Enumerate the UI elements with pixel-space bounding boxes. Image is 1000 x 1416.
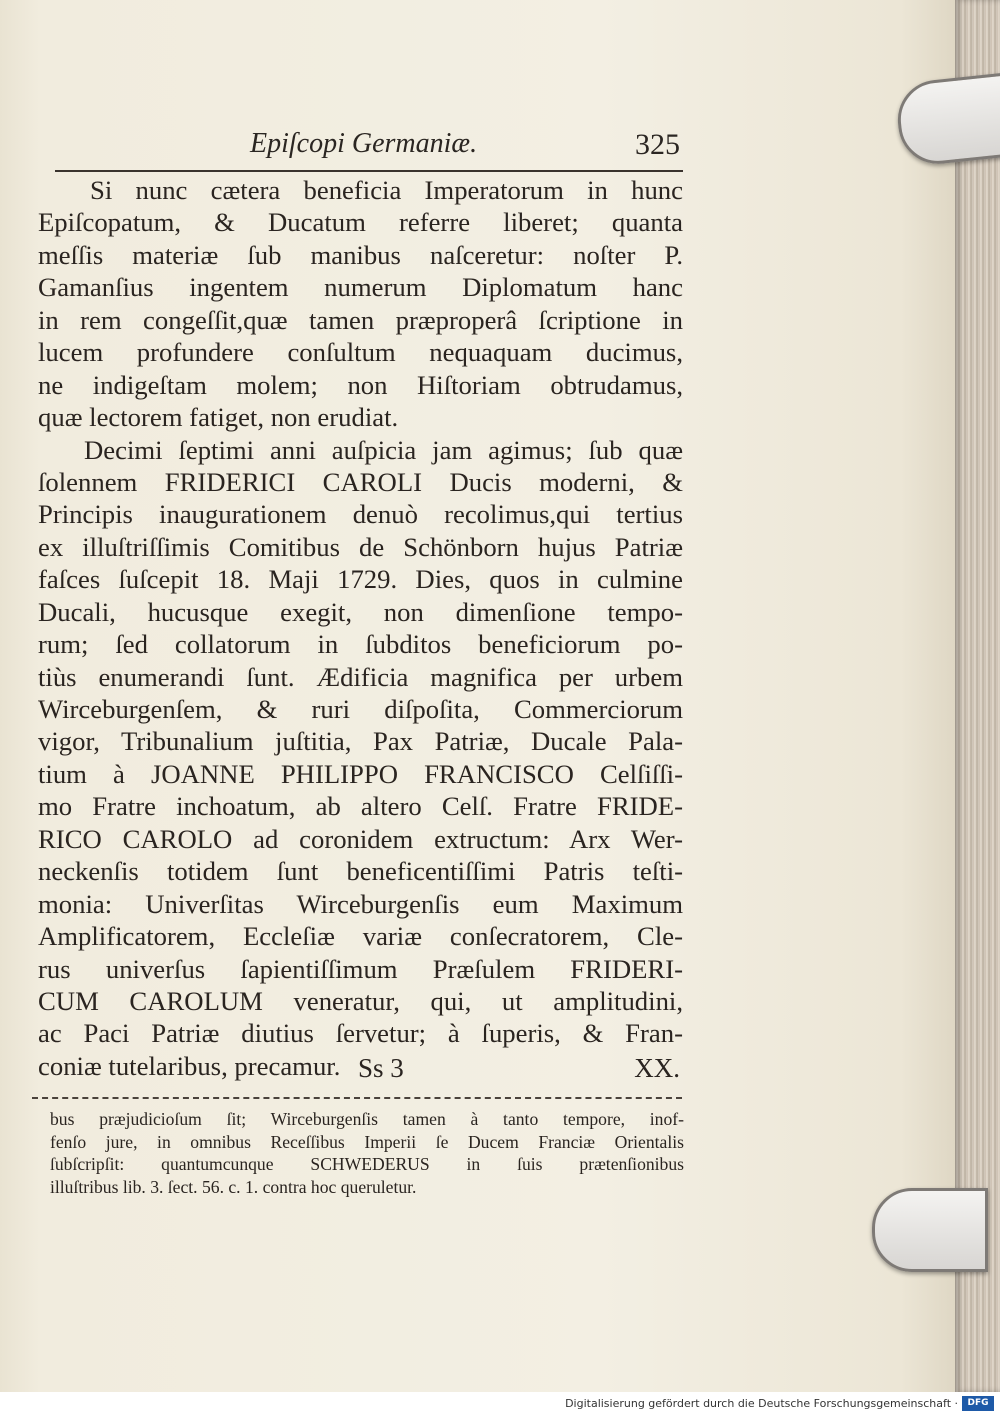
body-line: ex illuſtriſſimis Comitibus de Schönborn hujus Patriæ <box>38 531 683 562</box>
body-line: faſces ſuſcepit 18. Maji 1729. Dies, quos in culmine <box>38 564 683 595</box>
catch-line <box>40 1053 680 1089</box>
body-line: Wirceburgenſem, & ruri diſpoſita, Commerciorum <box>38 694 683 724</box>
body-line: Epiſcopatum, & Ducatum referre liberet; quanta <box>38 207 683 238</box>
body-line: Decimi ſeptimi anni auſpicia jam agimus; ſub quæ <box>84 434 683 465</box>
signature-mark: Ss 3 <box>358 1053 404 1083</box>
body-line: quæ lectorem fatiget, non erudiat. <box>38 402 399 433</box>
header-rule <box>55 170 683 172</box>
page-edges <box>955 0 1000 1392</box>
footnote-line: ſubſcripſit: quantumcunque SCHWEDERUS in ſuis prætenſionibus <box>50 1154 684 1174</box>
body-line: in rem congeſſit,quæ tamen præproperâ ſcriptione in <box>38 304 683 335</box>
body-line: rus univerſus ſapientiſſimum Præſulem FRIDERI- <box>38 953 683 984</box>
funding-credit: Digitalisierung gefördert durch die Deutsche Forschungsgemeinschaft · <box>565 1397 958 1410</box>
body-line: neckenſis totidem ſunt beneficentiſſimi Patris teſti- <box>38 856 683 887</box>
body-line: Ducali, hucusque exegit, non dimenſione tempo- <box>38 596 683 627</box>
body-line: lucem profundere conſultum nequaquam ducimus, <box>38 337 683 368</box>
footnote-rule <box>32 1097 682 1099</box>
digitization-footer <box>0 1392 1000 1416</box>
body-line: monia: Univerſitas Wirceburgenſis eum Maximum <box>38 888 683 919</box>
footnote-line: bus præjudicioſum ſit; Wirceburgenſis tamen à tanto tempore, inof- <box>50 1109 684 1129</box>
body-line: vigor, Tribunalium juſtitia, Pax Patriæ, Ducale Pala- <box>38 726 683 757</box>
body-line: tiùs enumerandi ſunt. Ædificia magnifica per urbem <box>38 661 683 692</box>
page-number: 325 <box>635 128 680 161</box>
body-text <box>38 174 683 1082</box>
body-line: ne indigeſtam molem; non Hiſtoriam obtrudamus, <box>38 369 683 400</box>
body-line: mo Fratre inchoatum, ab altero Celſ. Fratre FRIDE- <box>38 791 683 822</box>
body-line: RICO CAROLO ad coronidem extructum: Arx Wer- <box>38 823 683 854</box>
body-line: ac Paci Patriæ diutius ſervetur; à ſuperis, & Fran- <box>38 1018 683 1049</box>
page-header <box>40 128 690 174</box>
running-title: Epiſcopi Germaniæ. <box>250 128 478 159</box>
body-line: meſſis materiæ ſub manibus naſceretur: noſter P. <box>38 239 683 270</box>
body-line: Principis inaugurationem denuò recolimus,qui tertius <box>38 499 683 530</box>
body-line: rum; ſed collatorum in ſubditos beneficiorum po- <box>38 629 683 660</box>
dfg-logo: DFG <box>962 1396 994 1411</box>
body-line: CUM CAROLUM veneratur, qui, ut amplitudini, <box>38 985 683 1016</box>
body-line: Si nunc cætera beneficia Imperatorum in hunc <box>90 175 683 205</box>
body-line: coniæ tutelaribus, precamur. <box>38 1050 341 1081</box>
body-line: Amplificatorem, Eccleſiæ variæ conſecratorem, Cle- <box>38 921 683 952</box>
body-line: ſolennem FRIDERICI CAROLI Ducis moderni, & <box>38 466 683 497</box>
page-clip-bottom <box>872 1188 988 1272</box>
footnote <box>50 1108 684 1198</box>
footnote-line: fenſo jure, in omnibus Receſſibus Imperii ſe Ducem Franciæ Orientalis <box>50 1131 684 1152</box>
body-line: Gamanſius ingentem numerum Diplomatum hanc <box>38 272 683 303</box>
catchword: XX. <box>634 1053 680 1083</box>
footnote-line: illuſtribus lib. 3. ſect. 56. c. 1. contra hoc queruletur. <box>50 1176 417 1197</box>
body-line: tium à JOANNE PHILIPPO FRANCISCO Celſiſſi- <box>38 758 683 789</box>
